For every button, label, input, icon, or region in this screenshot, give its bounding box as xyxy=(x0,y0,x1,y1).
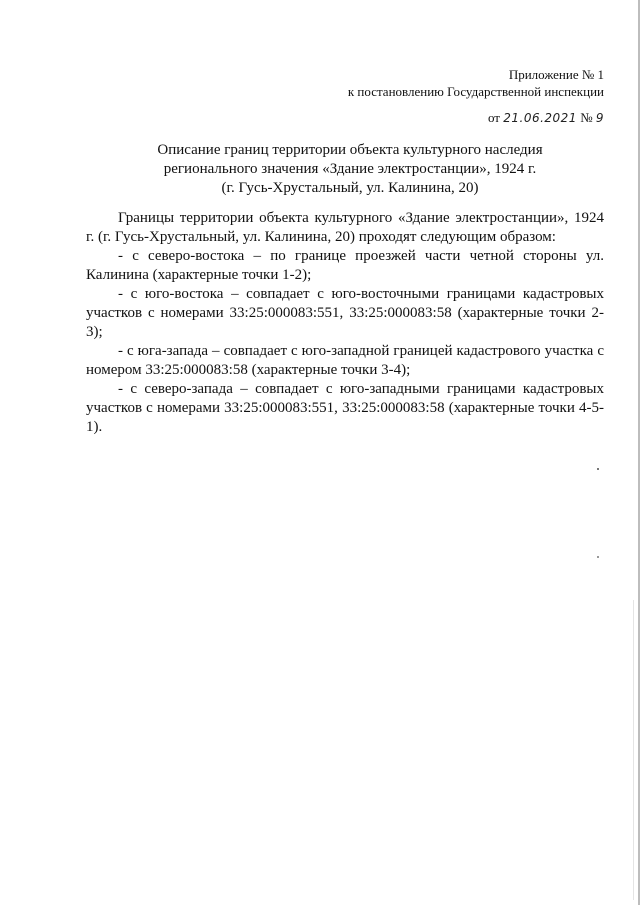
title-line-3: (г. Гусь-Хрустальный, ул. Калинина, 20) xyxy=(221,180,479,196)
number-sign: № xyxy=(580,110,593,125)
title-line-1: Описание границ территории объекта культурного наследия xyxy=(157,142,543,158)
handwritten-number: 9 xyxy=(595,111,604,125)
appendix-number: Приложение № 1 xyxy=(508,67,604,82)
scan-speck xyxy=(597,556,599,558)
paragraph-northeast: - с северо-востока – по границе проезжей части четной стороны ул. Калинина (характерные точки 1-2); xyxy=(86,248,604,283)
appendix-reference: к постановлению Государственной инспекции xyxy=(347,84,604,99)
handwritten-date: 21.06.2021 xyxy=(503,111,577,125)
scan-edge-shadow xyxy=(633,600,634,900)
paragraph-northwest: - с северо-запада – совпадает с юго-западными границами кадастровых участков с номерами 33:25:000083:551, 33:25:000083:58 (характерные точки 4-5-1). xyxy=(86,381,604,435)
paragraph-southeast: - с юго-востока – совпадает с юго-восточными границами кадастровых участков с номерами 33:25:000083:551, 33:25:000083:58 (характерные точки 2-3); xyxy=(86,286,604,340)
scan-speck xyxy=(597,468,599,470)
appendix-header xyxy=(348,66,604,100)
title-line-2: регионального значения «Здание электростанции», 1924 г. xyxy=(163,161,537,177)
document-body xyxy=(86,209,604,437)
paragraph-southwest: - с юга-запада – совпадает с юго-западной границей кадастрового участка с номером 33:25:000083:58 (характерные точки 3-4); xyxy=(86,343,604,378)
date-line xyxy=(488,110,604,126)
document-title xyxy=(120,141,580,198)
date-prefix: от xyxy=(487,110,500,125)
paragraph-intro: Границы территории объекта культурного «Здание электростанции», 1924 г. (г. Гусь-Хрустальный, ул. Калинина, 20) проходят следующим образом: xyxy=(86,210,604,245)
